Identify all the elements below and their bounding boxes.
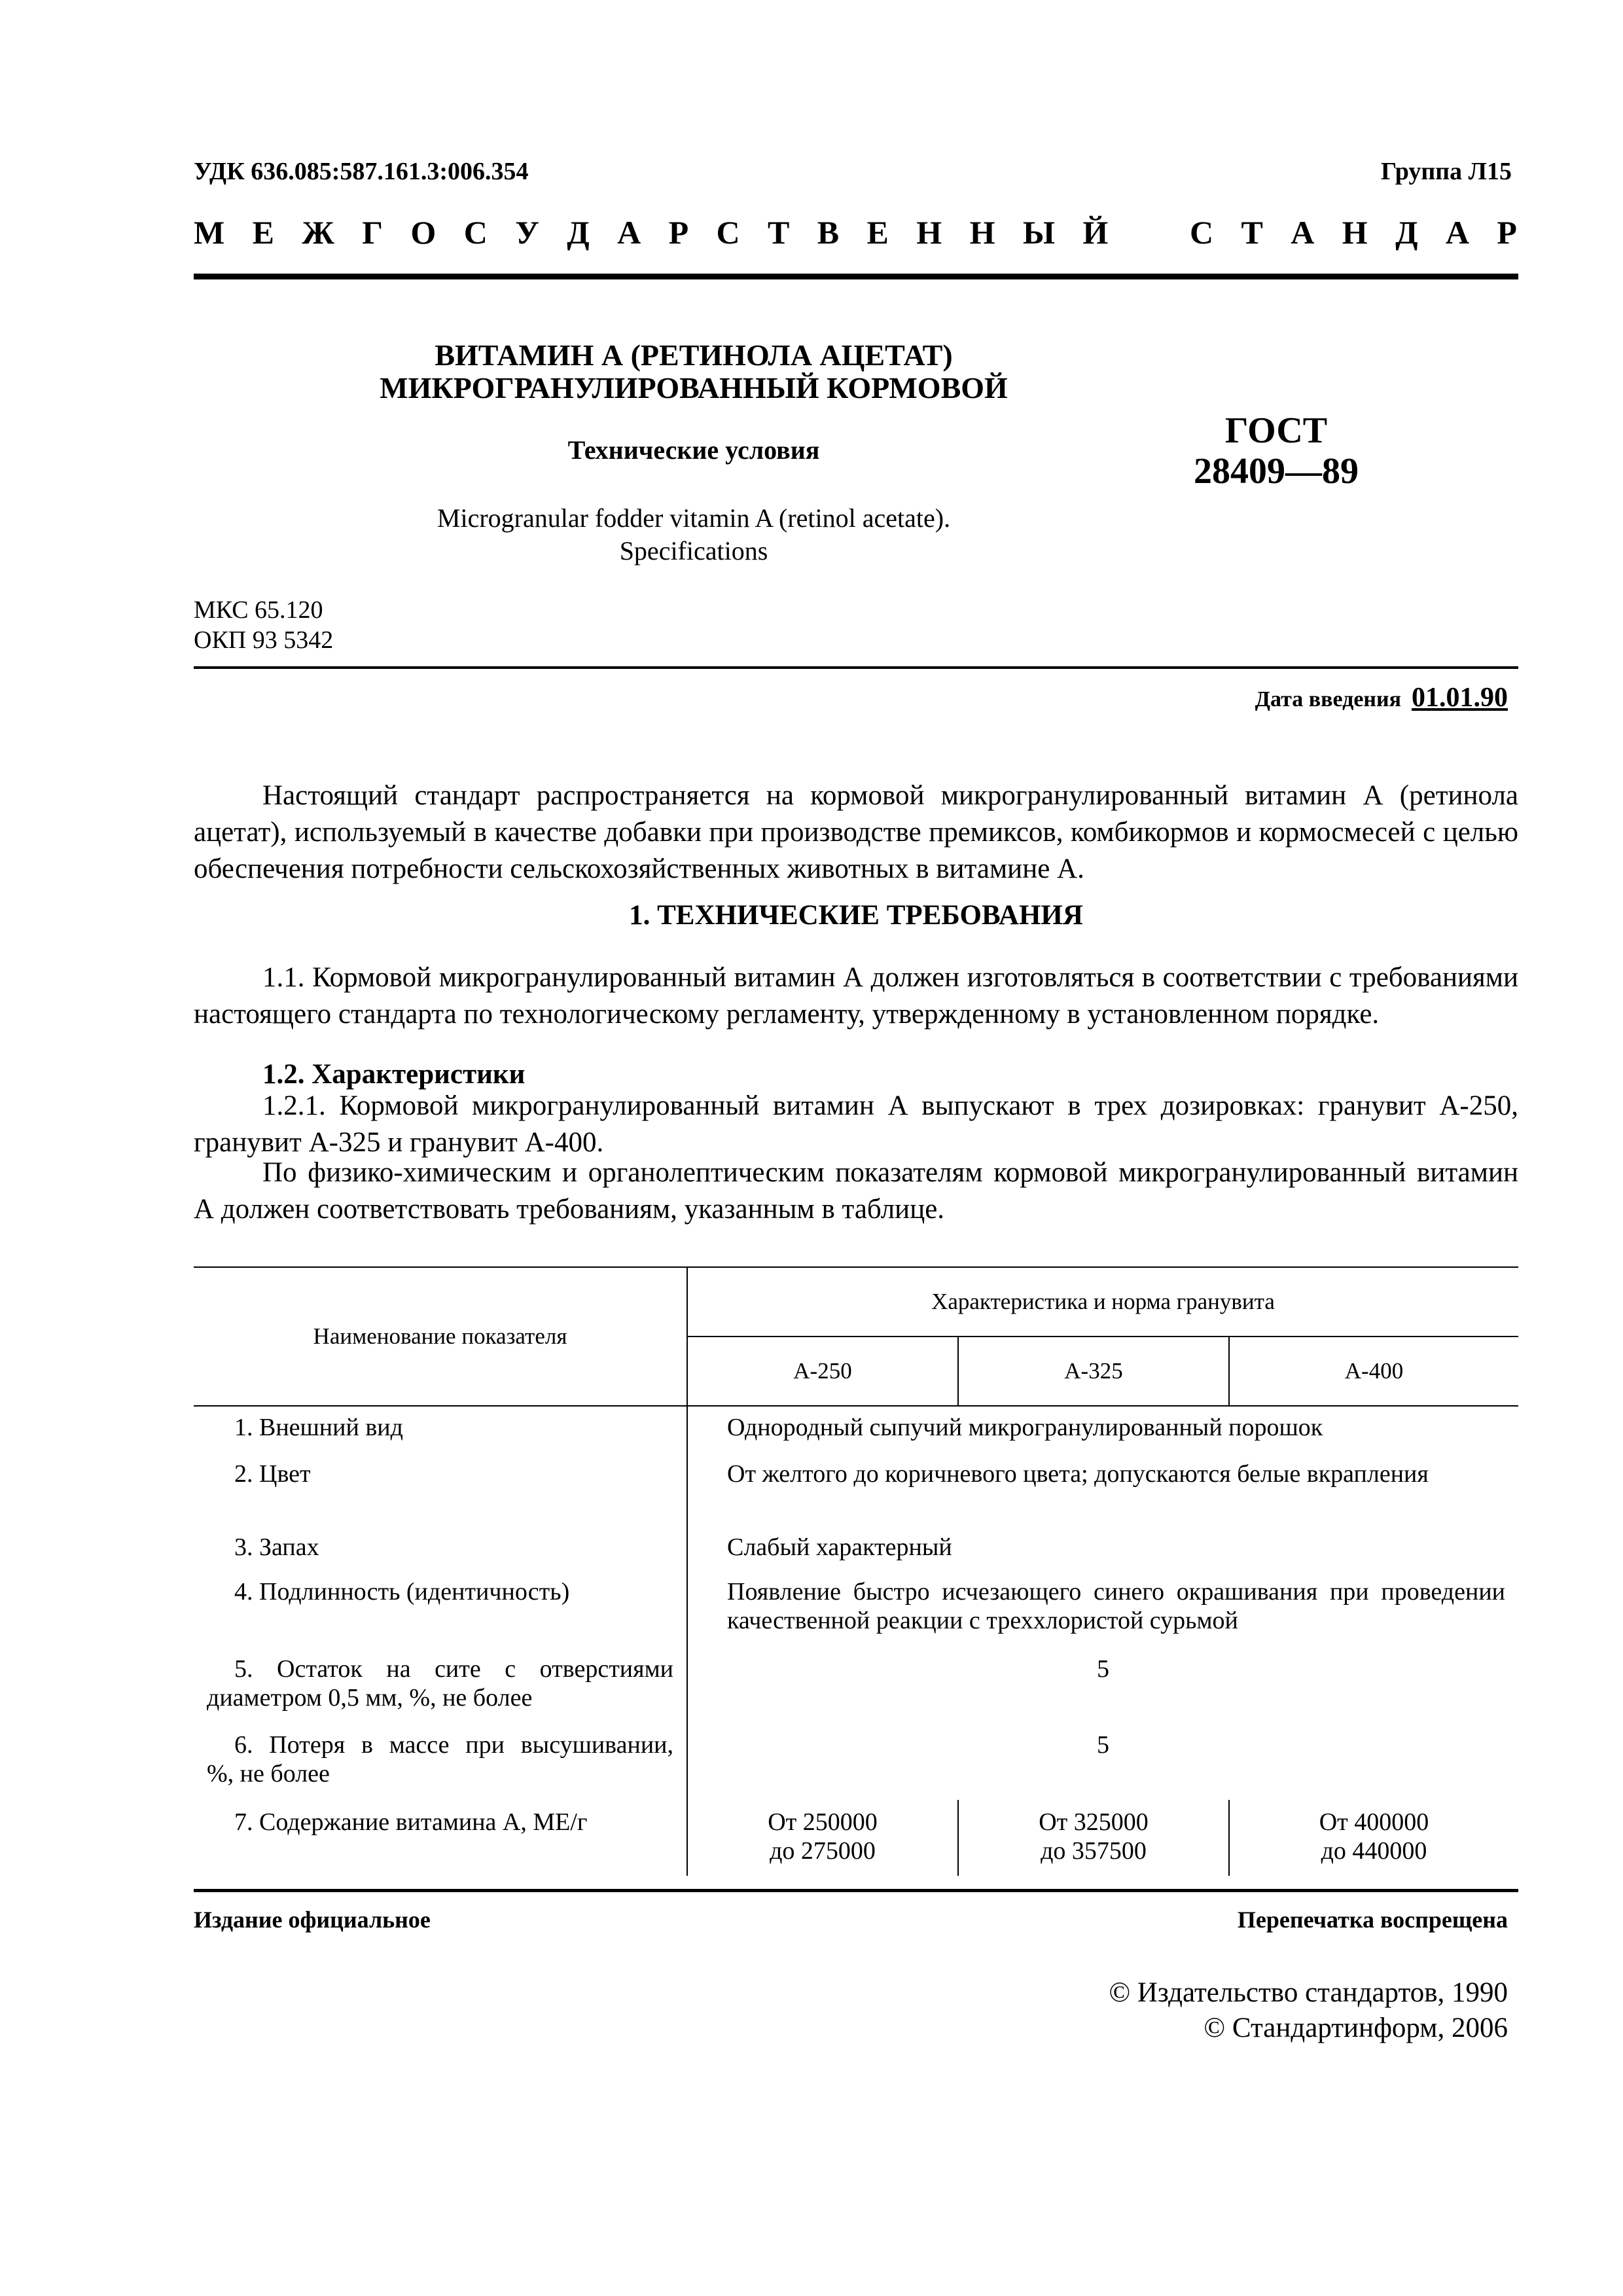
banner-letter: Ы bbox=[1022, 214, 1055, 251]
row-2-value: От желтого до коричневого цвета; допускаются белые вкрапления bbox=[727, 1460, 1429, 1488]
banner-letter: У bbox=[515, 214, 539, 251]
gost-number: 28409—89 bbox=[1194, 451, 1359, 492]
row-5-name-line-1: 5. Остаток на сите с отверстиями bbox=[234, 1655, 673, 1683]
row-5-name bbox=[194, 1648, 687, 1724]
intro-date-label: Дата введения bbox=[1255, 687, 1401, 711]
mks-code: МКС 65.120 bbox=[194, 596, 323, 624]
udk-code: УДК 636.085:587.161.3:006.354 bbox=[194, 158, 529, 185]
banner-letter: В bbox=[817, 214, 840, 251]
row-7-a325-to: до 357500 bbox=[1041, 1837, 1147, 1865]
row-3-value: Слабый характерный bbox=[727, 1534, 952, 1561]
banner-letter: Т bbox=[1241, 214, 1263, 251]
banner-letter: Ж bbox=[302, 214, 334, 251]
row-6-name bbox=[194, 1724, 687, 1800]
banner-letter: Н bbox=[969, 214, 995, 251]
paragraph-1-2-text: 1.2. Характеристики bbox=[262, 1059, 526, 1090]
footer-rule bbox=[194, 1889, 1518, 1892]
paragraph-1-2-1 bbox=[194, 1088, 1518, 1161]
banner-letter: А bbox=[617, 214, 641, 251]
row-7-a400-to: до 440000 bbox=[1321, 1837, 1427, 1865]
title-line-2: МИКРОГРАНУЛИРОВАННЫЙ КОРМОВОЙ bbox=[380, 371, 1008, 404]
row-2-name: 2. Цвет bbox=[194, 1454, 687, 1529]
banner-letter: М bbox=[194, 214, 225, 251]
row-7-a400-from: От 400000 bbox=[1319, 1808, 1429, 1836]
banner-letter: С bbox=[716, 214, 740, 251]
table-row bbox=[194, 1529, 1518, 1575]
banner-letter: Т bbox=[768, 214, 790, 251]
copyright-2: © Стандартинформ, 2006 bbox=[1204, 2013, 1508, 2043]
row-5-value: 5 bbox=[1097, 1655, 1109, 1683]
col-header-a250: А-250 bbox=[687, 1336, 958, 1406]
banner-letter: Н bbox=[916, 214, 942, 251]
row-7-name: 7. Содержание витамина А, МЕ/г bbox=[194, 1800, 687, 1876]
intro-paragraph-text: Настоящий стандарт распространяется на кормовой микрогранулированный витамин А (ретинола ацетат), используемый в качестве добавки при производстве премиксов, комбикормов и кормосмесей с целью обеспечения потребности сельскохозяйственных животных в витамине А. bbox=[194, 780, 1518, 884]
banner-gap bbox=[1136, 213, 1162, 251]
col-header-name: Наименование показателя bbox=[194, 1267, 687, 1406]
col-header-a400: А-400 bbox=[1229, 1336, 1518, 1406]
paragraph-1-1-text: 1.1. Кормовой микрогранулированный витамин А должен изготовляться в соответствии с требованиями настоящего стандарта по технологическому регламенту, утвержденному в установленном порядке. bbox=[194, 962, 1518, 1030]
paragraph-1-2-1-text: 1.2.1. Кормовой микрогранулированный витамин А выпускают в трех дозировках: гранувит А-250, гранувит А-325 и гранувит А-400. bbox=[194, 1090, 1518, 1158]
row-1-value: Однородный сыпучий микрогранулированный порошок bbox=[727, 1414, 1323, 1441]
row-6-value: 5 bbox=[1097, 1731, 1109, 1759]
row-7-a250-to: до 275000 bbox=[770, 1837, 876, 1865]
codes-rule bbox=[194, 666, 1518, 669]
specification-table bbox=[194, 1266, 1518, 1876]
table-row bbox=[194, 1648, 1518, 1724]
banner-letter: С bbox=[1190, 214, 1214, 251]
banner-letter: Д bbox=[567, 214, 590, 251]
banner-letter: А bbox=[1445, 214, 1469, 251]
banner-letter: Й bbox=[1082, 214, 1109, 251]
row-7-a325-from: От 325000 bbox=[1039, 1808, 1149, 1836]
banner-letter: Г bbox=[362, 214, 383, 251]
intro-paragraph bbox=[194, 778, 1518, 888]
row-6-name-line-2: %, не более bbox=[207, 1760, 330, 1787]
english-title-line-1: Microgranular fodder vitamin A (retinol acetate). bbox=[437, 503, 951, 533]
banner-letter: О bbox=[410, 214, 437, 251]
col-header-group: Характеристика и норма гранувита bbox=[687, 1267, 1518, 1336]
paragraph-after bbox=[194, 1155, 1518, 1228]
official-edition: Издание официальное bbox=[194, 1907, 431, 1933]
banner-letter: Р bbox=[1497, 214, 1517, 251]
paragraph-after-text: По физико-химическим и органолептическим показателям кормовой микрогранулированный витамин А должен соответствовать требованиям, указанным в таблице. bbox=[194, 1157, 1518, 1225]
title-line-1: ВИТАМИН А (РЕТИНОЛА АЦЕТАТ) bbox=[435, 338, 953, 372]
banner-letter: Н bbox=[1342, 214, 1368, 251]
table-row bbox=[194, 1575, 1518, 1648]
row-4-value: Появление быстро исчезающего синего окрашивания при проведении качественной реакции с треххлористой сурьмой bbox=[727, 1578, 1505, 1634]
group-code: Группа Л15 bbox=[1380, 158, 1512, 185]
col-header-a325: А-325 bbox=[958, 1336, 1229, 1406]
row-6-name-line-1: 6. Потеря в массе при высушивании, bbox=[234, 1731, 673, 1759]
paragraph-1-1 bbox=[194, 960, 1518, 1033]
row-7-a250 bbox=[687, 1800, 958, 1876]
reprint-prohibited: Перепечатка воспрещена bbox=[1237, 1907, 1508, 1933]
row-7-a250-from: От 250000 bbox=[768, 1808, 878, 1836]
row-4-name: 4. Подлинность (идентичность) bbox=[194, 1575, 687, 1648]
copyright-1: © Издательство стандартов, 1990 bbox=[1109, 1977, 1508, 2008]
banner-letter: Р bbox=[668, 214, 689, 251]
banner-letter: А bbox=[1291, 214, 1315, 251]
table-row bbox=[194, 1454, 1518, 1529]
row-3-name: 3. Запах bbox=[194, 1529, 687, 1575]
table-row bbox=[194, 1800, 1518, 1876]
intro-date bbox=[1255, 682, 1508, 713]
row-5-name-line-2: диаметром 0,5 мм, %, не более bbox=[207, 1684, 533, 1712]
interstate-standard-banner bbox=[194, 213, 1517, 251]
okp-code: ОКП 93 5342 bbox=[194, 626, 334, 654]
header-thick-rule bbox=[194, 274, 1518, 279]
subtitle: Технические условия bbox=[567, 435, 820, 465]
banner-letter: С bbox=[463, 214, 488, 251]
row-7-a325 bbox=[958, 1800, 1229, 1876]
row-1-name: 1. Внешний вид bbox=[194, 1406, 687, 1454]
banner-letter: Д bbox=[1395, 214, 1418, 251]
banner-letter: Е bbox=[252, 214, 274, 251]
section-1-heading: 1. ТЕХНИЧЕСКИЕ ТРЕБОВАНИЯ bbox=[629, 900, 1083, 931]
english-title-line-2: Specifications bbox=[619, 536, 768, 565]
table-row bbox=[194, 1724, 1518, 1800]
row-7-a400 bbox=[1229, 1800, 1518, 1876]
gost-label: ГОСТ bbox=[1224, 410, 1328, 451]
banner-letter: Е bbox=[866, 214, 889, 251]
table-row bbox=[194, 1406, 1518, 1454]
intro-date-value: 01.01.90 bbox=[1412, 683, 1508, 713]
